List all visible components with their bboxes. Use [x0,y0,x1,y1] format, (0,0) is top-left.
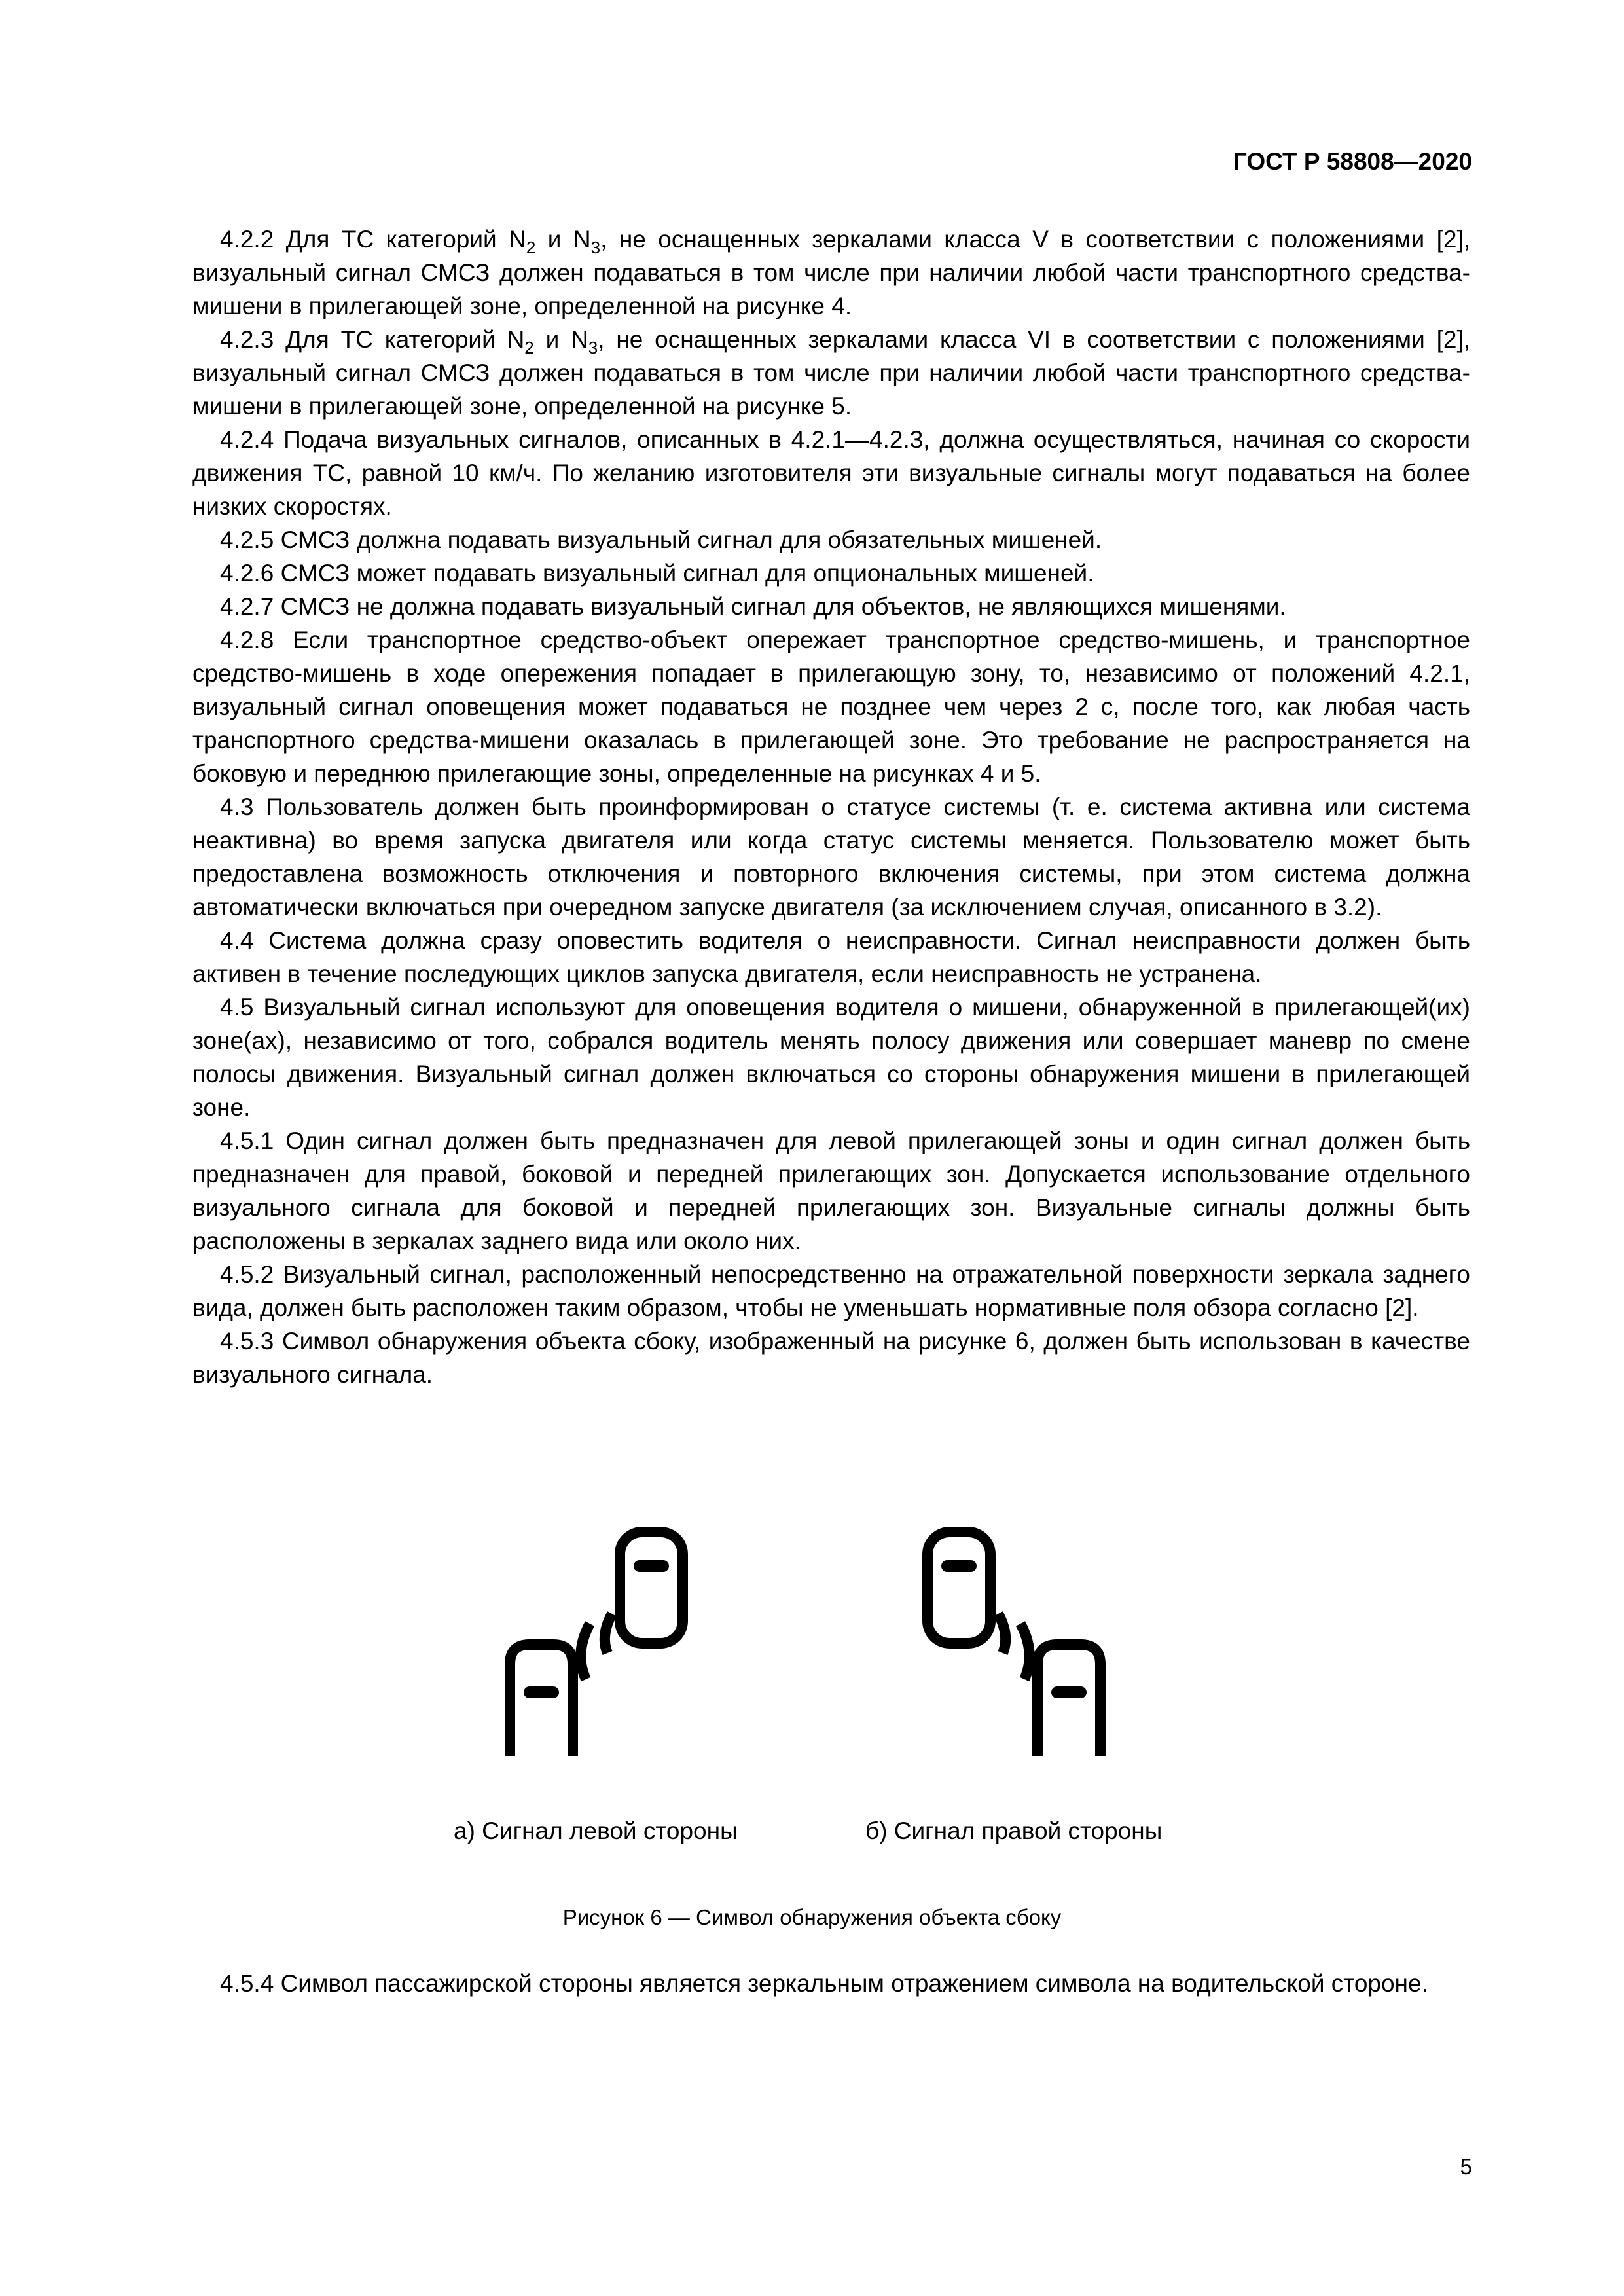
document-body-continued [192,1967,1470,2000]
paragraph-4-2-7: 4.2.7 СМСЗ не должна подавать визуальный сигнал для объектов, не являющихся мишенями. [220,593,1286,620]
paragraph-4-5-2: 4.5.2 Визуальный сигнал, расположенный непосредственно на отражательной поверхности зеркала заднего вида, должен быть расположен таким образом, чтобы не уменьшать нормативные поля обзора согласно [2]. [192,1261,1470,1321]
figure-title: Рисунок 6 — Символ обнаружения объекта сбоку [562,1905,1062,1929]
standard-header: ГОСТ Р 58808—2020 [1233,148,1472,175]
paragraph-4-2-4: 4.2.4 Подача визуальных сигналов, описанных в 4.2.1—4.2.3, должна осуществляться, начиная со скорости движения ТС, равной 10 км/ч. По желанию изготовителя эти визуальные сигналы могут подаваться на более низких скоростях. [192,426,1470,520]
paragraph-4-2-8: 4.2.8 Если транспортное средство-объект опережает транспортное средство-мишень, и транспортное средство-мишень в ходе опережения попадает в прилегающую зону, то, независимо от положений 4.2.1, визуальный сигнал оповещения может подаваться не позднее чем через 2 с, после того, как любая часть транспортного средства-мишени оказалась в прилегающей зоне. Это требование не распространяется на боковую и переднюю прилегающие зоны, определенные на рисунках 4 и 5. [192,627,1470,787]
paragraph-4-5-3: 4.5.3 Символ обнаружения объекта сбоку, изображенный на рисунке 6, должен быть использован в качестве визуального сигнала. [192,1328,1470,1388]
right-side-signal-icon [913,1519,1162,1761]
paragraph-4-5-4: 4.5.4 Символ пассажирской стороны является зеркальным отражением символа на водительской стороне. [220,1970,1428,1997]
paragraph-4-5: 4.5 Визуальный сигнал используют для оповещения водителя о мишени, обнаруженной в прилегающей(их) зоне(ах), независимо от того, собрался водитель менять полосу движения или совершает маневр по смене полосы движения. Визуальный сигнал должен включаться со стороны обнаружения мишени в прилегающей зоне. [192,994,1470,1121]
figure-6 [0,1519,1624,1938]
paragraph-4-4: 4.4 Система должна сразу оповестить водителя о неисправности. Сигнал неисправности должен быть активен в течение последующих циклов запуска двигателя, если неисправность не устранена. [192,927,1470,987]
figure-caption-right: б) Сигнал правой стороны [865,1817,1163,1844]
paragraph-4-2-5: 4.2.5 СМСЗ должна подавать визуальный сигнал для обязательных мишеней. [220,526,1102,553]
paragraph-4-2-6: 4.2.6 СМСЗ может подавать визуальный сигнал для опциональных мишеней. [220,560,1094,587]
paragraph-4-5-1: 4.5.1 Один сигнал должен быть предназначен для левой прилегающей зоны и один сигнал должен быть предназначен для правой, боковой и передней прилегающих зон. Допускается использование отдельного визуального сигнала для боковой и передней прилегающих зон. Визуальные сигналы должны быть расположены в зеркалах заднего вида или около них. [192,1127,1470,1254]
paragraph-4-2-3: 4.2.3 Для ТС категорий $N_2$ и $N_3$, не оснащенных зеркалами класса VI в соответствии с положениями [2], визуальный сигнал СМСЗ должен подаваться в том числе при наличии любой части транспортного средства-мишени в прилегающей зоне, определенной на рисунке 5. [192,326,1470,420]
left-side-signal-icon [501,1519,749,1761]
figure-caption-left: а) Сигнал левой стороны [454,1817,738,1844]
page-number: 5 [1460,2155,1472,2179]
paragraph-4-2-2: 4.2.2 Для ТС категорий $N_2$ и $N_3$, не оснащенных зеркалами класса V в соответствии с положениями [2], визуальный сигнал СМСЗ должен подаваться в том числе при наличии любой части транспортного средства-мишени в прилегающей зоне, определенной на рисунке 4. [192,226,1471,319]
document-body [192,223,1470,1391]
paragraph-4-3: 4.3 Пользователь должен быть проинформирован о статусе системы (т. е. система активна или система неактивна) во время запуска двигателя или когда статус системы меняется. Пользователю может быть предоставлена возможность отключения и повторного включения системы, при этом система должна автоматически включаться при очередном запуске двигателя (за исключением случая, описанного в 3.2). [192,793,1470,920]
